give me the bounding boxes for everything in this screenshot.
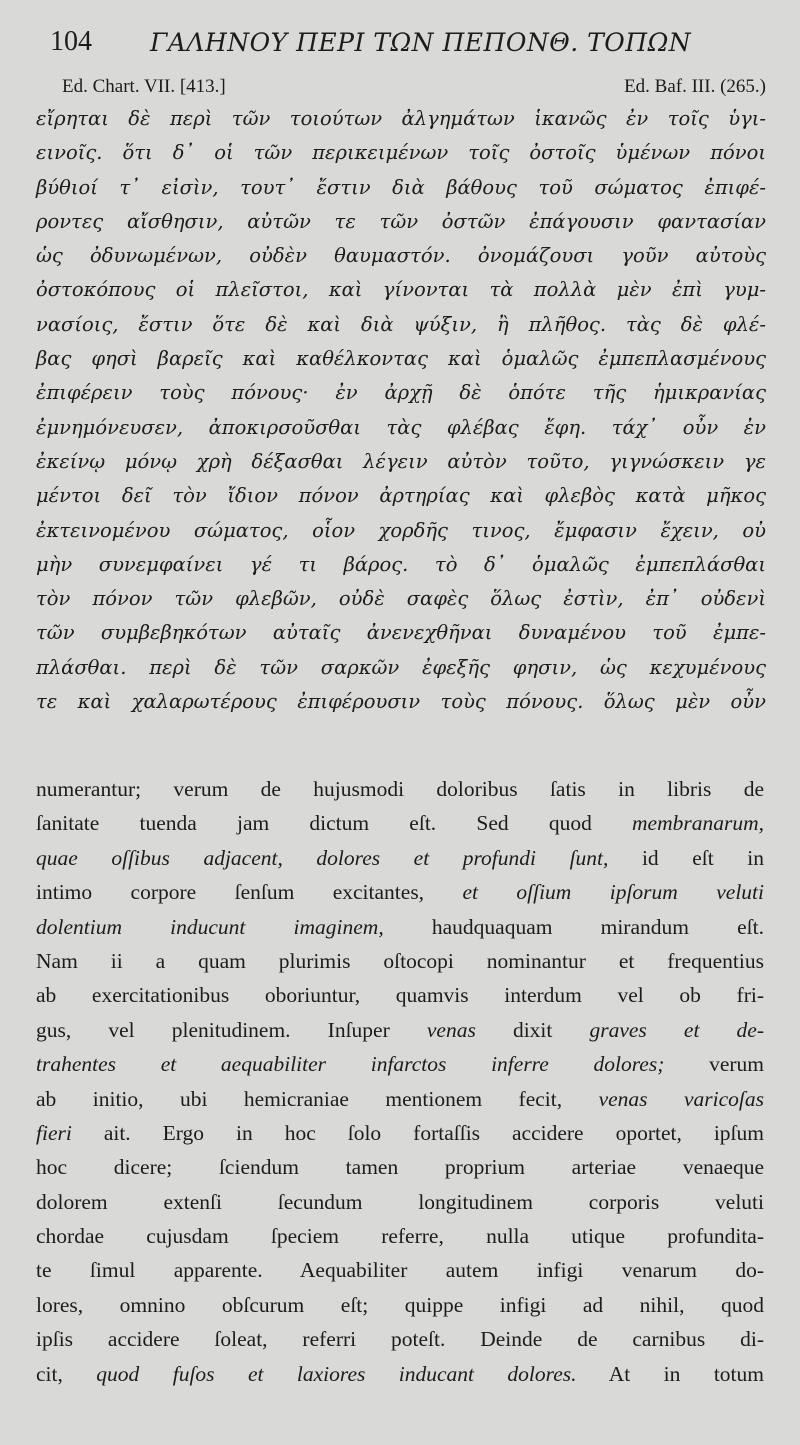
page-number: 104 bbox=[50, 26, 92, 57]
roman-segment: At in totum bbox=[576, 1361, 764, 1386]
greek-line: ἐμνημόνευσεν, ἀποκιρσοῦσθαι τὰς φλέβας ἔφη. τάχ᾽ οὖν ἐν bbox=[36, 415, 766, 439]
greek-line: εινοῖς. ὅτι δ᾽ οἱ τῶν περικειμένων τοῖς ὀστοῖς ὑμένων πόνοι bbox=[36, 141, 766, 165]
roman-segment: verum bbox=[664, 1052, 765, 1077]
latin-line bbox=[36, 944, 764, 978]
roman-segment: dolorem extenſi ſecundum longitudinem corporis veluti bbox=[36, 1189, 764, 1214]
italic-segment: quae oſſibus adjacent, dolores et profundi ſunt, bbox=[36, 845, 609, 870]
latin-line bbox=[36, 1116, 764, 1150]
latin-line bbox=[36, 978, 764, 1012]
roman-segment: gus, vel plenitudinem. Inſuper bbox=[36, 1017, 427, 1042]
italic-segment: trahentes et aequabiliter infarctos inferre dolores; bbox=[36, 1052, 665, 1077]
roman-segment: ipſis accidere ſoleat, referri poteſt. Deinde de carnibus di- bbox=[36, 1327, 764, 1352]
roman-segment: id eſt in bbox=[608, 845, 764, 870]
greek-line: πλάσθαι. περὶ δὲ τῶν σαρκῶν ἐφεξῆς φησιν, ὡς κεχυμένους bbox=[36, 655, 766, 679]
latin-line bbox=[36, 1047, 764, 1081]
latin-line bbox=[36, 1357, 764, 1391]
latin-line bbox=[36, 1219, 764, 1253]
greek-line: ροντες αἴσθησιν, αὐτῶν τε τῶν ὀστῶν ἐπάγουσιν φαντασίαν bbox=[36, 209, 766, 233]
greek-line: βας φησὶ βαρεῖς καὶ καθέλκοντας καὶ ὁμαλῶς ἐμπεπλασμένους bbox=[36, 347, 766, 371]
greek-line: ὀστοκόπους οἱ πλεῖστοι, καὶ γίνονται τὰ πολλὰ μὲν ἐπὶ γυμ- bbox=[36, 278, 766, 302]
roman-segment: dixit bbox=[475, 1017, 590, 1042]
latin-translation bbox=[36, 772, 764, 1391]
running-head bbox=[50, 26, 770, 60]
roman-segment: ab initio, ubi hemicraniae mentionem fecit, bbox=[36, 1086, 599, 1111]
latin-line bbox=[36, 806, 764, 840]
italic-segment: membranarum, bbox=[632, 811, 764, 836]
italic-segment: venas bbox=[426, 1017, 476, 1042]
edition-left: Ed. Chart. VII. [413.] bbox=[62, 76, 226, 97]
greek-line: τῶν συμβεβηκότων αὐταῖς ἀνενεχθῆναι δυναμένου τοῦ ἐμπε- bbox=[36, 621, 766, 645]
latin-line bbox=[36, 1150, 764, 1184]
latin-line bbox=[36, 910, 764, 944]
latin-line bbox=[36, 1082, 764, 1116]
running-title: ΓΑΛΗΝΟΥ ΠΕΡΙ ΤΩΝ ΠΕΠΟΝΘ. ΤΟΠΩΝ bbox=[150, 28, 692, 57]
italic-segment: venas varicoſas bbox=[598, 1086, 765, 1111]
greek-line: μέντοι δεῖ τὸν ἴδιον πόνον ἀρτηρίας καὶ φλεβὸς κατὰ μῆκος bbox=[36, 484, 766, 508]
latin-line bbox=[36, 1013, 764, 1047]
italic-segment: fieri bbox=[36, 1120, 72, 1145]
latin-line bbox=[36, 1322, 764, 1356]
edition-line bbox=[62, 76, 766, 102]
greek-line: εἴρηται δὲ περὶ τῶν τοιούτων ἀλγημάτων ἱκανῶς ἐν τοῖς ὑγι- bbox=[36, 107, 766, 130]
roman-segment: ab exercitationibus oboriuntur, quamvis interdum vel ob fri- bbox=[36, 983, 764, 1008]
greek-line: βύθιοί τ᾽ εἰσὶν, τουτ᾽ ἔστιν διὰ βάθους τοῦ σώματος ἐπιφέ- bbox=[36, 175, 766, 199]
latin-line bbox=[36, 1288, 764, 1322]
greek-line: νασίοις, ἔστιν ὅτε δὲ καὶ διὰ ψύξιν, ἢ πλῆθος. τὰς δὲ φλέ- bbox=[36, 312, 766, 336]
roman-segment: hoc dicere; ſciendum tamen proprium arteriae venaeque bbox=[36, 1155, 764, 1180]
latin-line bbox=[36, 1253, 764, 1287]
greek-line: μὴν συνεμφαίνει γέ τι βάρος. τὸ δ᾽ ὁμαλῶς ἐμπεπλάσθαι bbox=[36, 552, 766, 576]
roman-segment: haudquaquam mirandum eſt. bbox=[383, 914, 764, 939]
roman-segment: ait. Ergo in hoc ſolo fortaſſis accidere oportet, ipſum bbox=[71, 1120, 764, 1145]
roman-segment: chordae cujusdam ſpeciem referre, nulla utique profundita- bbox=[36, 1224, 764, 1249]
latin-line bbox=[36, 875, 764, 909]
greek-line: τε καὶ χαλαρωτέρους ἐπιφέρουσιν τοὺς πόνους. ὅλως μὲν οὖν bbox=[36, 690, 766, 714]
roman-segment: te ſimul apparente. Aequabiliter autem infigi venarum do- bbox=[36, 1258, 764, 1283]
latin-line bbox=[36, 772, 764, 806]
greek-line: ἐκείνῳ μόνῳ χρὴ δέξασθαι λέγειν αὐτὸν τοῦτο, γιγνώσκειν γε bbox=[36, 449, 766, 473]
italic-segment: graves et de- bbox=[589, 1017, 764, 1042]
greek-line: ἐπιφέρειν τοὺς πόνους· ἐν ἀρχῇ δὲ ὁπότε τῆς ἡμικρανίας bbox=[36, 381, 766, 405]
greek-line: τὸν πόνον τῶν φλεβῶν, οὐδὲ σαφὲς ὅλως ἐστὶν, ἐπ᾽ οὐδενὶ bbox=[36, 587, 766, 611]
greek-line: ἐκτεινομένου σώματος, οἷον χορδῆς τινος, ἔμφασιν ἔχειν, οὐ bbox=[36, 518, 766, 542]
italic-segment: dolentium inducunt imaginem, bbox=[36, 914, 384, 939]
roman-segment: lores, omnino obſcurum eſt; quippe infigi ad nihil, quod bbox=[36, 1292, 764, 1317]
latin-line bbox=[36, 1185, 764, 1219]
roman-segment: cit, bbox=[36, 1361, 97, 1386]
roman-segment: ſanitate tuenda jam dictum eſt. Sed quod bbox=[36, 811, 633, 836]
italic-segment: et oſſium ipſorum veluti bbox=[462, 880, 764, 905]
roman-segment: intimo corpore ſenſum excitantes, bbox=[36, 880, 463, 905]
latin-line bbox=[36, 841, 764, 875]
greek-text bbox=[36, 102, 766, 719]
edition-right: Ed. Baf. III. (265.) bbox=[624, 76, 766, 97]
italic-segment: quod fuſos et laxiores inducant dolores. bbox=[96, 1361, 577, 1386]
greek-line: ὡς ὀδυνωμένων, οὐδὲν θαυμαστόν. ὀνομάζουσι γοῦν αὐτοὺς bbox=[36, 244, 766, 268]
roman-segment: Nam ii a quam plurimis oſtocopi nominantur et frequentius bbox=[36, 948, 764, 973]
roman-segment: numerantur; verum de hujusmodi doloribus ſatis in libris de bbox=[36, 777, 764, 801]
